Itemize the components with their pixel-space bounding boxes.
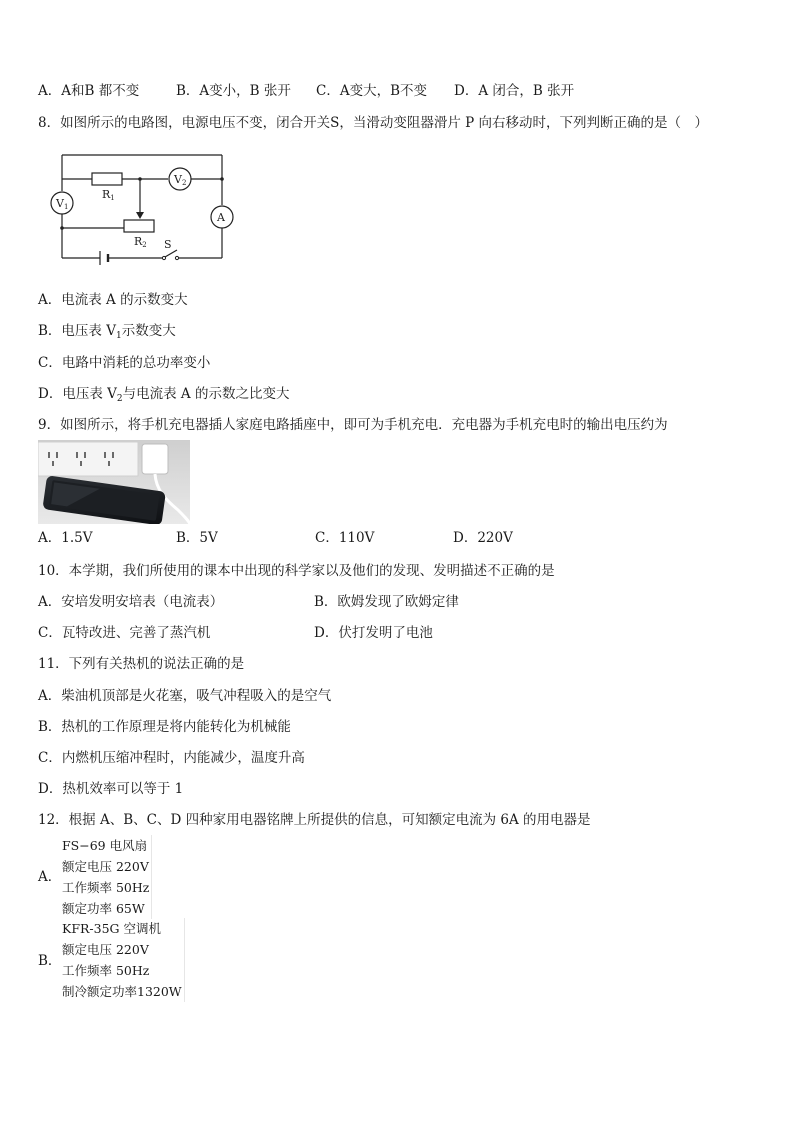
q11-option-d: D．热机效率可以等于 1: [38, 781, 184, 797]
q7-option-c: C．A变大，B不变: [316, 83, 427, 99]
nameplate-line: 额定电压 220V: [62, 942, 149, 957]
resistor-r1: [92, 173, 122, 185]
q7-option-a: A．A和B 都不变: [38, 83, 140, 99]
q8-option-d: D．电压表 $V_2$与电流表 A 的示数之比变大: [38, 386, 290, 404]
q8-option-b: B．电压表 $V_1$示数变大: [38, 323, 176, 341]
switch-label: S: [164, 238, 172, 251]
nameplate-line: FS−69 电风扇: [62, 838, 148, 853]
q10-option-d: D．伏打发明了电池: [314, 625, 433, 641]
nameplate-fan: [62, 835, 152, 919]
nameplate-line: 制冷额定功率1320W: [62, 984, 182, 999]
q11-option-b: B．热机的工作原理是将内能转化为机械能: [38, 719, 291, 735]
svg-text:V2: V2: [174, 173, 187, 187]
svg-text:V1: V1: [56, 197, 69, 211]
q12-stem: 12．根据 A、B、C、D 四种家用电器铭牌上所提供的信息，可知额定电流为 6A 的用电器是: [38, 812, 591, 828]
q10-option-a: A．安培发明安培表（电流表）: [38, 594, 224, 610]
q10-option-b: B．欧姆发现了欧姆定律: [314, 594, 459, 610]
svg-text:R1: R1: [102, 188, 115, 202]
q7-option-d: D．A 闭合，B 张开: [454, 83, 575, 99]
phone-charger-photo: [38, 440, 190, 524]
charger-brick: [142, 444, 168, 474]
nameplate-line: 额定电压 220V: [62, 859, 149, 874]
q10-option-c: C．瓦特改进、完善了蒸汽机: [38, 625, 211, 641]
q9-option-a: A．1.5V: [38, 530, 93, 546]
resistor-r2: [124, 220, 154, 232]
q9-stem: 9．如图所示，将手机充电器插人家庭电路插座中，即可为手机充电．充电器为手机充电时的输出电压约为: [38, 417, 668, 433]
q8-stem: 8．如图所示的电路图，电源电压不变，闭合开关S，当滑动变阻器滑片 P 向右移动时，下列判断正确的是（ ）: [38, 115, 709, 131]
q12-option-a-label: A．: [38, 869, 62, 885]
v1-subscript: 1: [63, 203, 69, 211]
q8-option-c: C．电路中消耗的总功率变小: [38, 355, 211, 371]
q11-option-c: C．内燃机压缩冲程时，内能减少，温度升高: [38, 750, 305, 766]
q10-stem: 10．本学期，我们所使用的课本中出现的科学家以及他们的发现、发明描述不正确的是: [38, 563, 555, 579]
q9-option-c: C．110V: [315, 530, 375, 546]
nameplate-air-conditioner: [62, 918, 185, 1002]
q9-option-d: D．220V: [453, 530, 513, 546]
nameplate-line: 工作频率 50Hz: [62, 963, 150, 978]
nameplate-line: 额定功率 65W: [62, 901, 145, 916]
svg-text:R2: R2: [134, 235, 147, 249]
q12-option-b-label: B．: [38, 953, 62, 969]
nameplate-line: KFR-35G 空调机: [62, 921, 162, 936]
q9-option-b: B．5V: [176, 530, 218, 546]
q7-option-b: B．A变小，B 张开: [176, 83, 291, 99]
nameplate-line: 工作频率 50Hz: [62, 880, 150, 895]
q8-option-a: A．电流表 A 的示数变大: [38, 292, 188, 308]
q11-option-a: A．柴油机顶部是火花塞，吸气冲程吸入的是空气: [38, 688, 332, 704]
q8-circuit-diagram: [44, 148, 244, 266]
q11-stem: 11．下列有关热机的说法正确的是: [38, 656, 245, 672]
ammeter-label: A: [217, 211, 225, 224]
slider-arrow-icon: [136, 212, 144, 219]
